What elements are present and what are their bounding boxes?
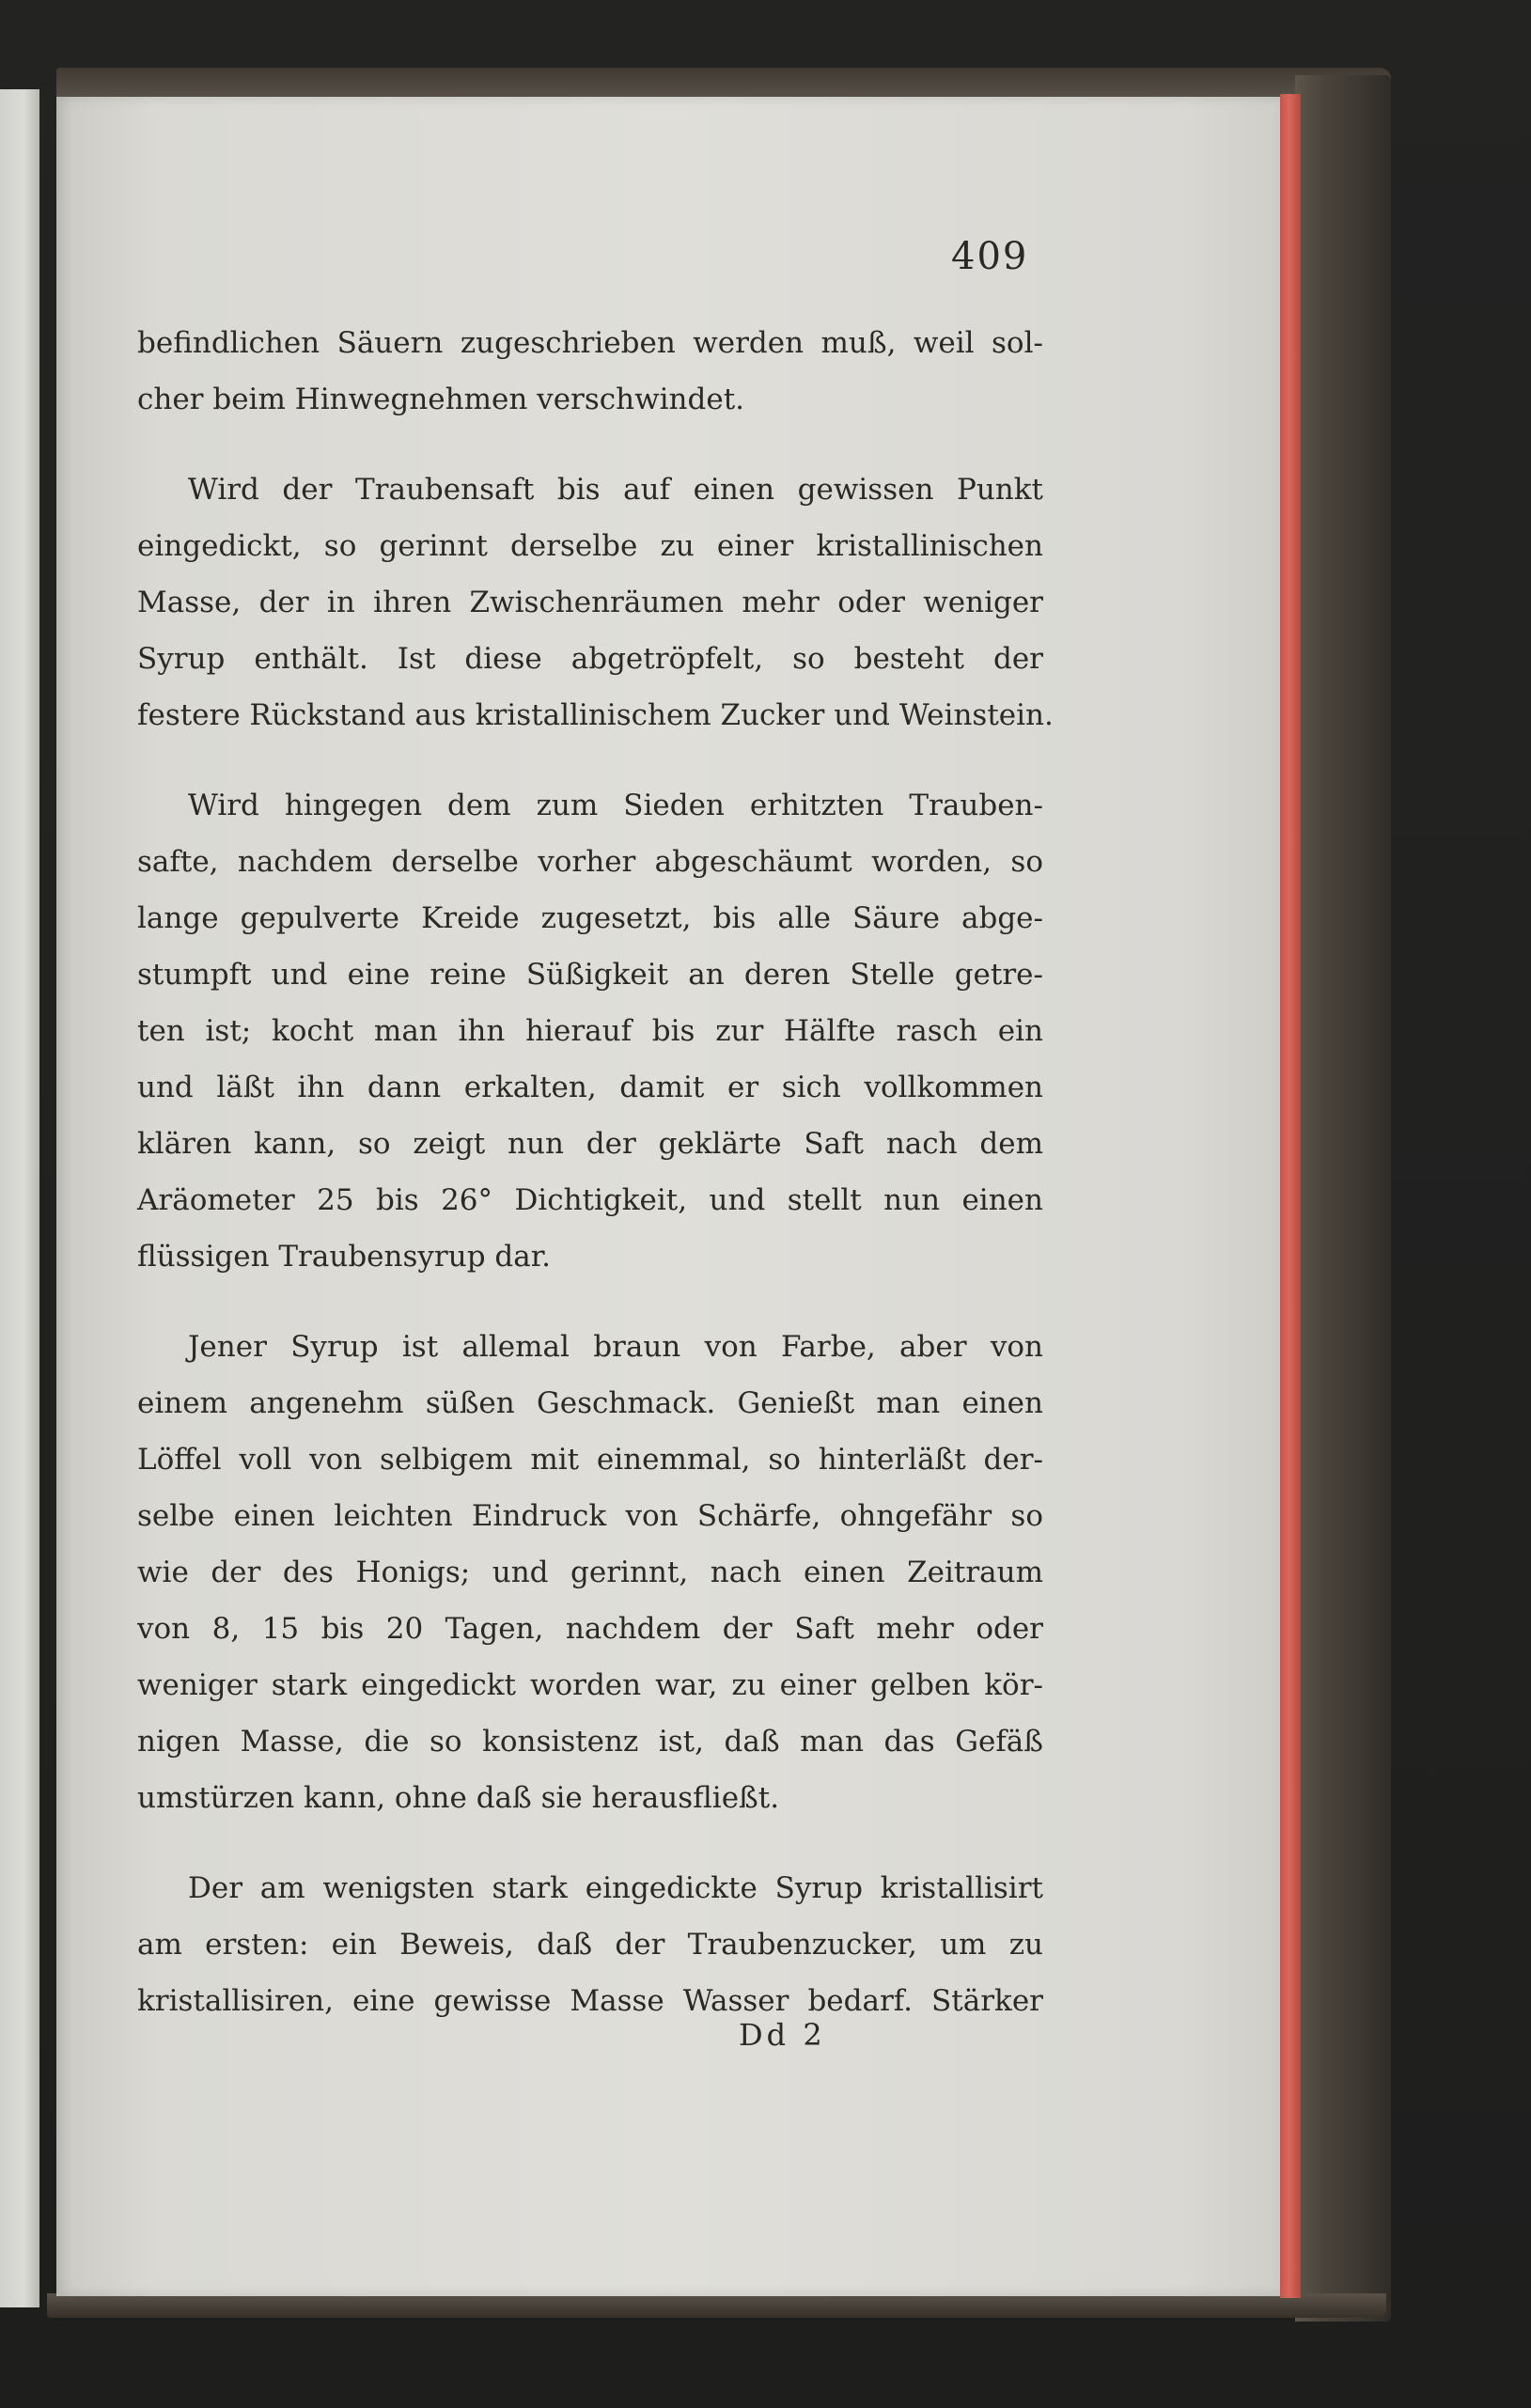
text-line: weniger stark eingedickt worden war, zu einer gelben kör- xyxy=(137,1668,1043,1702)
text-line: und läßt ihn dann erkalten, damit er sich vollkommen xyxy=(137,1071,1043,1104)
page-body-text xyxy=(137,315,1054,2029)
red-page-edge xyxy=(1280,94,1301,2298)
paragraph xyxy=(137,1860,1043,2029)
text-line: eingedickt, so gerinnt derselbe zu einer kristallinischen xyxy=(137,529,1043,563)
text-line: Löffel voll von selbigem mit einemmal, so hinterläßt der- xyxy=(137,1443,1043,1477)
text-line: Syrup enthält. Ist diese abgetröpfelt, so besteht der xyxy=(137,642,1043,676)
text-line: festere Rückstand aus kristallinischem Zucker und Weinstein. xyxy=(137,698,1054,732)
text-line: wie der des Honigs; und gerinnt, nach einen Zeitraum xyxy=(137,1556,1043,1589)
text-line: kristallisiren, eine gewisse Masse Wasser bedarf. Stärker xyxy=(137,1984,1043,2018)
text-line: von 8, 15 bis 20 Tagen, nachdem der Saft mehr oder xyxy=(137,1612,1043,1646)
cover-bottom-edge xyxy=(47,2293,1386,2318)
book-cover-board xyxy=(1295,75,1391,2322)
printer-signature-mark: Dd 2 xyxy=(739,2017,826,2053)
text-line: selbe einen leichten Eindruck von Schärfe, ohngefähr so xyxy=(137,1499,1043,1533)
paragraph-gap xyxy=(137,743,1043,777)
paragraph xyxy=(137,777,1043,1285)
text-line: Wird hingegen dem zum Sieden erhitzten Trauben- xyxy=(188,789,1043,822)
text-line: flüssigen Traubensyrup dar. xyxy=(137,1240,551,1274)
text-line: lange gepulverte Kreide zugesetzt, bis alle Säure abge- xyxy=(137,901,1043,935)
text-line: safte, nachdem derselbe vorher abgeschäumt worden, so xyxy=(137,845,1043,879)
paragraph xyxy=(137,461,1054,743)
text-line: Jener Syrup ist allemal braun von Farbe, aber von xyxy=(188,1330,1043,1364)
cover-top-edge xyxy=(56,68,1391,100)
left-page-edge xyxy=(0,89,39,2307)
text-line: am ersten: ein Beweis, daß der Traubenzucker, um zu xyxy=(137,1928,1043,1962)
text-line: klären kann, so zeigt nun der geklärte Saft nach dem xyxy=(137,1127,1043,1161)
text-line: nigen Masse, die so konsistenz ist, daß man das Gefäß xyxy=(137,1725,1043,1759)
text-line: einem angenehm süßen Geschmack. Genießt man einen xyxy=(137,1386,1043,1420)
text-line: Wird der Traubensaft bis auf einen gewissen Punkt xyxy=(188,473,1043,507)
text-line: Masse, der in ihren Zwischenräumen mehr oder weniger xyxy=(137,586,1043,619)
paragraph-gap xyxy=(137,1826,1043,1860)
text-line: befindlichen Säuern zugeschrieben werden muß, weil sol- xyxy=(137,326,1043,360)
page-number: 409 xyxy=(951,235,1029,278)
text-line: umstürzen kann, ohne daß sie herausfließt. xyxy=(137,1781,780,1815)
text-line: stumpft und eine reine Süßigkeit an deren Stelle getre- xyxy=(137,958,1043,992)
paragraph-gap xyxy=(137,428,1043,461)
text-line: Aräometer 25 bis 26° Dichtigkeit, und stellt nun einen xyxy=(137,1183,1043,1217)
text-line: ten ist; kocht man ihn hierauf bis zur Hälfte rasch ein xyxy=(137,1014,1043,1048)
paragraph xyxy=(137,315,1043,428)
text-line: Der am wenigsten stark eingedickte Syrup kristallisirt xyxy=(188,1871,1043,1905)
text-line: cher beim Hinwegnehmen verschwindet. xyxy=(137,383,745,416)
paragraph-gap xyxy=(137,1285,1043,1319)
paragraph xyxy=(137,1319,1043,1826)
